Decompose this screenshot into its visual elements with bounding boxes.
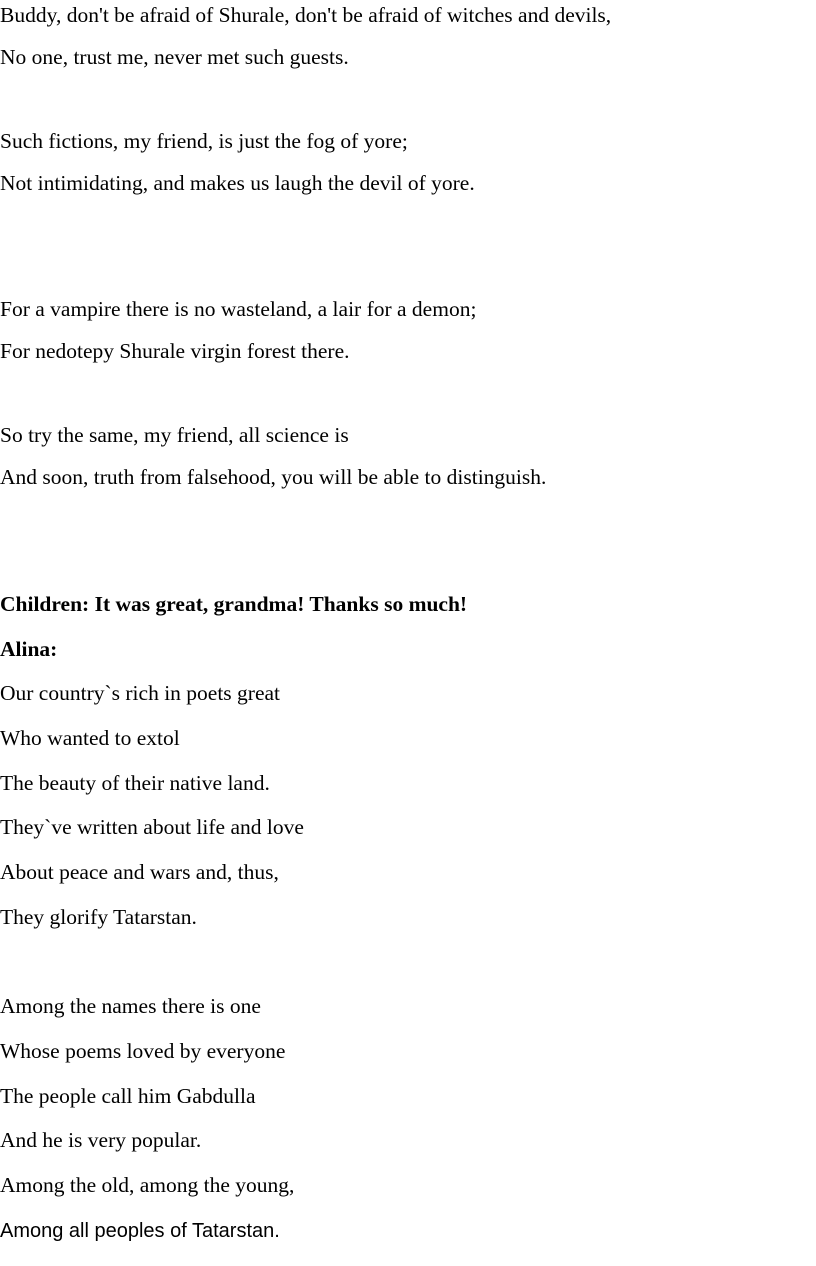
- stanza5-line-3: The beauty of their native land.: [0, 771, 270, 795]
- stanza6-line-3: The people call him Gabdulla: [0, 1084, 256, 1108]
- stanza3-line-1: For a vampire there is no wasteland, a lair for a demon;: [0, 297, 477, 321]
- stanza5-line-4: They`ve written about life and love: [0, 815, 304, 839]
- alina-label: Alina:: [0, 637, 58, 661]
- stanza5-line-2: Who wanted to extol: [0, 726, 180, 750]
- stanza6-line-4: And he is very popular.: [0, 1128, 202, 1152]
- stanza3-line-2: For nedotepy Shurale virgin forest there.: [0, 339, 350, 363]
- stanza4-line-1: So try the same, my friend, all science is: [0, 423, 349, 447]
- stanza1-line-1: Buddy, don't be afraid of Shurale, don't be afraid of witches and devils,: [0, 3, 612, 27]
- stanza6-line-6: Among all peoples of Tatarstan.: [0, 1220, 280, 1242]
- children-line: Children: It was great, grandma! Thanks so much!: [0, 592, 468, 616]
- stanza5-line-5: About peace and wars and, thus,: [0, 860, 279, 884]
- stanza4-line-2: And soon, truth from falsehood, you will be able to distinguish.: [0, 465, 547, 489]
- stanza2-line-2: Not intimidating, and makes us laugh the devil of yore.: [0, 171, 475, 195]
- stanza6-line-2: Whose poems loved by everyone: [0, 1039, 286, 1063]
- stanza5-line-1: Our country`s rich in poets great: [0, 681, 281, 705]
- stanza6-line-1: Among the names there is one: [0, 994, 261, 1018]
- stanza5-line-6: They glorify Tatarstan.: [0, 905, 197, 929]
- stanza6-line-5: Among the old, among the young,: [0, 1173, 295, 1197]
- stanza1-line-2: No one, trust me, never met such guests.: [0, 45, 349, 69]
- stanza2-line-1: Such fictions, my friend, is just the fog of yore;: [0, 129, 408, 153]
